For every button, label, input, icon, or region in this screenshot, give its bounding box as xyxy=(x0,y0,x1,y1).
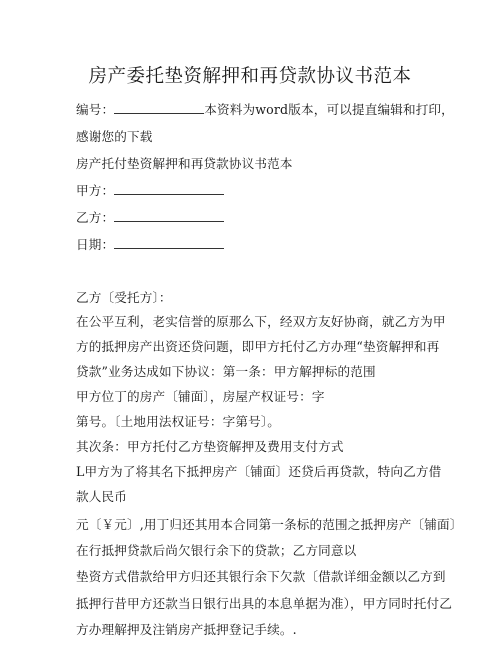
party-a-line xyxy=(76,180,224,199)
document-title: 房产委托垫资解押和再贷款协议书范本 xyxy=(88,66,412,87)
body-line: 甲方位丁的房产〔铺面〕，房屋产权证号：字 xyxy=(76,389,325,404)
party-b-blank xyxy=(114,209,224,222)
date-label: 日期： xyxy=(76,237,115,252)
party-a-blank xyxy=(114,182,224,195)
date-line xyxy=(76,234,224,253)
body-line: 方办理解押及注销房产抵押登记手续。. xyxy=(76,622,297,637)
body-line: 在公平互利，老实信誉的原那么下，经双方友好协商，就乙方为甲 xyxy=(76,314,446,329)
party-b-line xyxy=(76,207,224,226)
body-line: 垫资方式借款给甲方归还其银行余下欠款〔借款详细金额以乙方到 xyxy=(76,569,446,584)
body-line: L甲方为了将其名下抵押房产〔铺面〕还贷后再贷款，特向乙方借 xyxy=(76,464,442,479)
number-label: 编号： xyxy=(76,102,115,117)
body-line: 第号。〔土地用法权证号：字第号〕。 xyxy=(76,414,281,429)
body-line: 款人民币 xyxy=(76,489,127,504)
body-line: 方的抵押房产出资还贷问题，即甲方托付乙方办理“垫资解押和再 xyxy=(76,339,440,354)
number-blank xyxy=(114,101,204,114)
thanks-line: 感谢您的下载 xyxy=(76,129,153,144)
number-note: 本资料为word版本，可以提直编辑和打印， xyxy=(204,102,454,117)
body-line: 其次条：甲方托付乙方垫资解押及费用支付方式 xyxy=(76,439,344,454)
body-line: 乙方〔受托方〕： xyxy=(76,290,172,305)
party-b-label: 乙方： xyxy=(76,210,115,225)
body-line: 元〔￥元〕,用丁归还其用本合同第一条标的范围之抵押房产〔铺面〕 xyxy=(76,517,463,532)
body-line: 抵押行昔甲方还款当日银行出具的本息单据为准），甲方同时托付乙 xyxy=(76,596,453,611)
body-line: 贷款”业务达成如下协议：第一条：甲方解押标的范围 xyxy=(76,364,376,379)
subtitle-line: 房产托付垫资解押和再贷款协议书范本 xyxy=(76,156,293,171)
date-blank xyxy=(114,236,224,249)
number-line xyxy=(76,99,454,118)
party-a-label: 甲方： xyxy=(76,183,115,198)
body-line: 在行抵押贷款后尚欠银行余下的贷款；乙方同意以 xyxy=(76,543,357,558)
